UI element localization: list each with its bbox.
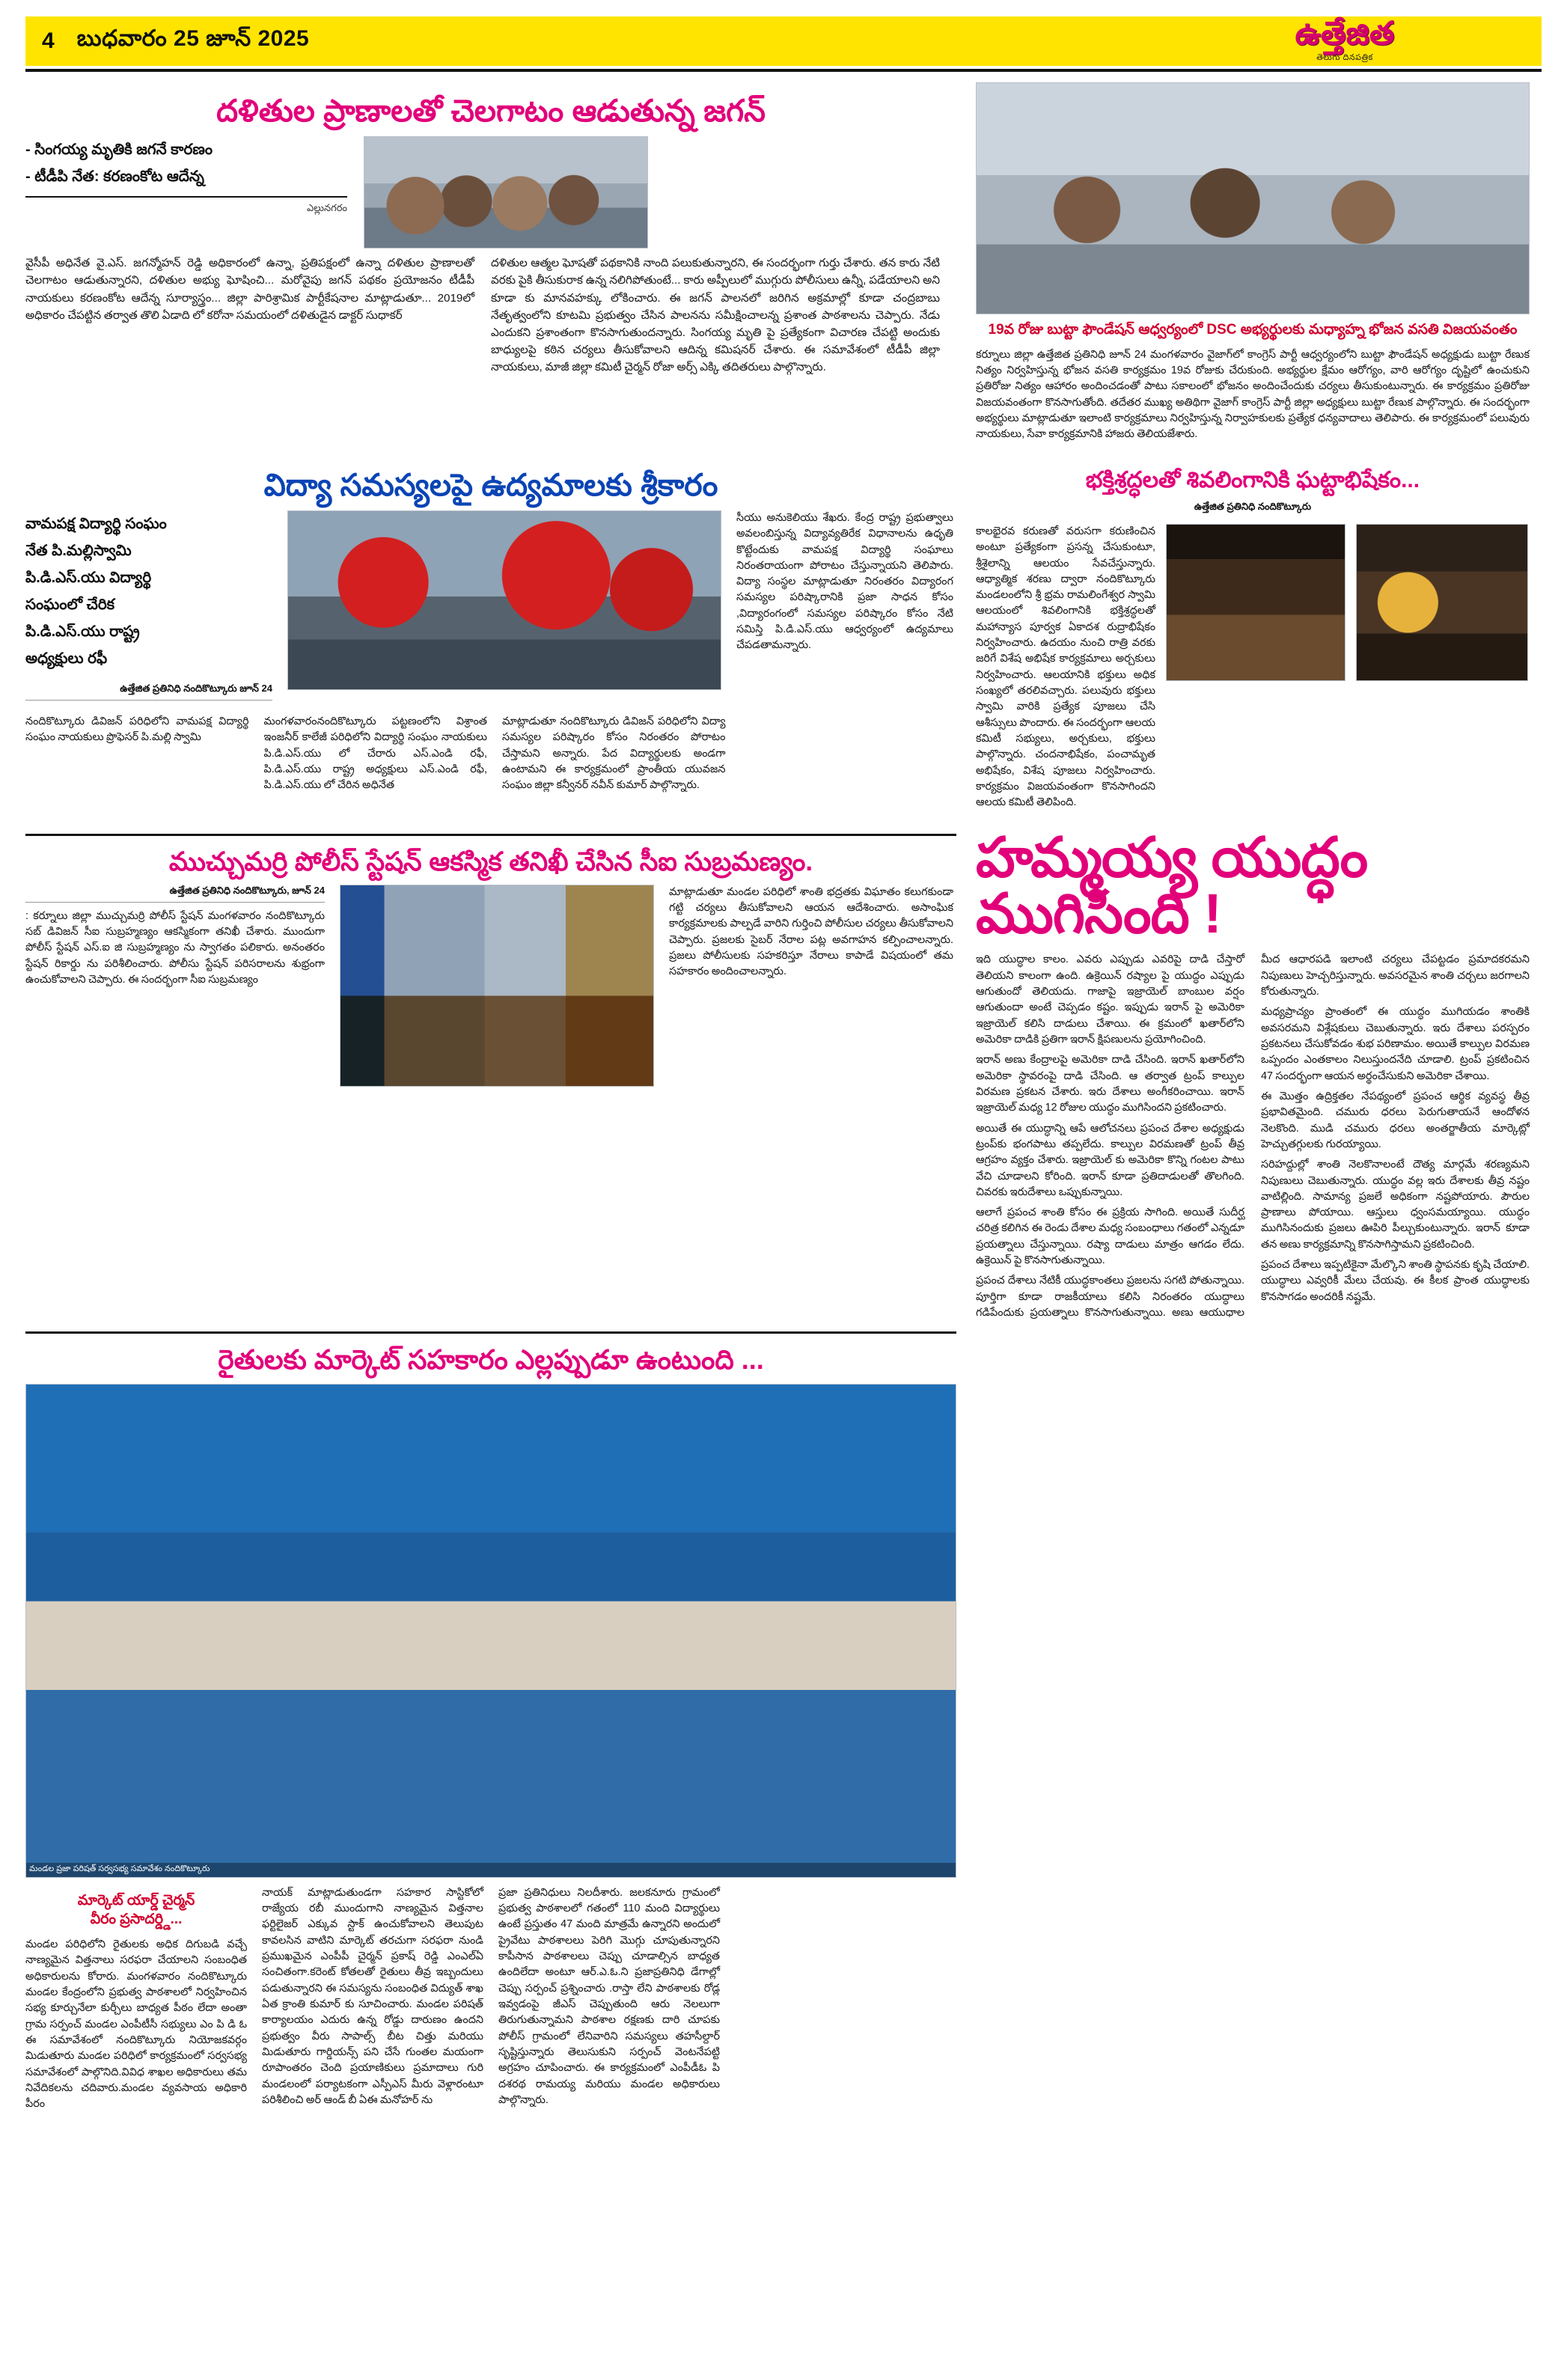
article-vidya	[25, 457, 956, 811]
page-number: 4	[42, 28, 55, 53]
vidya-point-5: పి.డి.ఎస్.యు రాష్ట్ర	[25, 623, 140, 640]
article-war	[976, 823, 1530, 1322]
war-para-1: ఇది యుద్ధాల కాలం. ఎవరు ఎప్పుడు ఎవరిపై దాడి చేస్తారో తెలియని కాలంగా ఉంది. ఉక్రెయిన్ రష్యాల పై యుద్ధం ఎప్పుడు ఆగుతుందో తెలియదు. గాజాపై ఇజ్రాయెల్ బాంబుల వర్షం ఆగుతుందా అంటే చెప్పడం కష్టం. ఇప్పుడు ఇరాన్ పై అమెరికా ఇజ్రాయెల్ కలిసి దాడులు చేశాయి. ఈ క్రమంలో ఖతార్‌లోని అమెరికా దాడికి ప్రతిగా ఇరాన్ క్షిపణులను ప్రయోగించింది.	[976, 953, 1244, 1046]
article-jagan	[25, 82, 956, 443]
article-war-body	[976, 952, 1530, 1321]
masthead-right	[1521, 16, 1542, 66]
article-market-col1: మండల పరిధిలోని రైతులకు అధిక దిగుబడి వచ్చే నాణ్యమైన విత్తనాలు సరఫరా చేయాలని సంబంధిత అధికారులను కోరారు. మంగళవారం నంది‌కొట్కూరు మండల కేంద్రంలోని ప్రభుత్వ పాఠశాలలో నిర్వహించిన సభ్య కూర్చునేలా కుర్చీలు బాధ్యత పీఠం లేదా అంతా గ్రామ సర్పంచ్ మండల ఎంపీటీసీ సభ్యులు ఎం పి డి ఓ ఈ సమావేశంలో నంది‌కొట్కూరు నియోజకవర్గం మిడుతూరు మండల పరిధిలో కార్యక్రమంలో సర్వసభ్య సమావేశంలో పాల్గొనిది.వివిధ శాఖల అధికారులు తమ నివేదికలను చదివారు.మండల వ్యవసాయ అధికారి పీరం	[25, 1938, 247, 2111]
shiva-text-part: కాలభైరవ కరుణతో వరుసగా కరుణించిన అంటూ ప్రత్యేకంగా ప్రసన్న చేసుకుంటూ, శ్రీశైలాన్ని ఆలయం సేవచేస్తున్నారు. ఆధ్యాత్మిక శరణు ద్వారా నంది‌కొట్కూరు మండలంలోని శ్రీ భ్రమ రామలింగేశ్వర స్వామి ఆలయంలో శివలింగానికి భక్తిశ్రద్ధలతో మహాన్యాస పూర్వక ఏకాదశ రుద్రాభిషేకం నిర్వహించారు. ఉదయం నుంచి రాత్రి వరకు జరిగే విశేష అభిషేక కార్యక్రమాలు అర్చకులు నిర్వహించారు. ఆలయానికి భక్తులు అధిక సంఖ్యలో తరలివచ్చారు. పలువురు భక్తులు స్వామి వారికి ప్రత్యేక పూజలు చేసి ఆశీస్సులు పొందారు. ఈ సందర్భంగా ఆలయ కమిటీ సభ్యులు, అర్చకులు, భక్తులు పాల్గొన్నారు. చందనాభిషేకం, పంచామృత అభిషేకం, విశేష పూజలు నిర్వహించారు. కార్యక్రమం విజయవంతంగా కొనసాగిందని ఆలయ కమిటీ తెలిపింది.	[976, 525, 1155, 809]
article-dsc-photo	[976, 82, 1530, 314]
point-2: - టీడీపి నేత: కరణంకోట ఆదేన్న	[25, 168, 204, 186]
article-vidya-photo	[287, 510, 721, 690]
article-jagan-points	[25, 136, 347, 198]
market-caption-line-2: వీరం ప్రసాదర్డ్డి...	[90, 1911, 183, 1928]
war-para-4: ఆలాగే ప్రపంచ శాంతి కోసం ఈ ప్రక్రియ సాగింది. అయితే సుదీర్ఘ చరిత్ర కలిగిన ఈ రెండు దేశాల మధ్య సంబంధాలు గతంలో ఎన్నడూ ప్రయత్నాలు చేస్తున్నాయి. రష్యా దాడులు మాత్రం ఆగడం లేదు. ఉక్రెయిన్ పై కొనసాగుతున్నాయి.	[976, 1206, 1244, 1267]
article-vidya-col1: నంది‌కొట్కూరు డివిజన్ పరిధిలోని వామపక్ష విద్యార్థి సంఘం నాయకులు ప్రొఫెసర్ పి.మల్లి స్వామి	[25, 715, 249, 744]
top-section	[25, 82, 1542, 443]
logo-title: ఉత్తేజిత	[1295, 16, 1395, 52]
newspaper-logo	[1169, 16, 1521, 66]
masthead-rule	[25, 69, 1542, 72]
article-shiva	[976, 457, 1530, 811]
masthead	[25, 16, 1542, 66]
war-headline-line-2: ముగిసింది !	[976, 882, 1221, 945]
market-photo-label: మండల ప్రజా పరిషత్ సర్వసభ్య సమావేశం నంది‌కొట్కూరు	[26, 1863, 956, 1877]
war-para-5: ప్రపంచ దేశాలు నేటికీ యుద్ధకాంతలు ప్రజలను సగటి పోతున్నాయి. పూర్తిగా కూడా రాజకీయాలు కలిసి నిరంతరం యుద్ధాలు గడిపేందుకు ప్రయత్నాలు కొనసాగుతున్నాయి. అణు ఆయుధాల మీద ఆధారపడి ఇలాంటి చర్యలు చేపట్టడం ప్రమాదకరమని నిపుణులు హెచ్చరిస్తున్నారు. అవసరమైన శాంతి చర్చలు జరగాలని కోరుతున్నారు.	[976, 953, 1530, 1319]
market-caption	[25, 1891, 247, 1929]
article-police-photo	[340, 885, 654, 1087]
article-police-headline: ముచ్చుమర్రి పోలీస్ స్టేషన్ ఆకస్మిక తనిఖీ చేసిన సీఐ సుబ్రమణ్యం.	[168, 846, 813, 876]
war-para-3: అయితే ఈ యుద్ధాన్ని ఆపే ఆలోచనలు ప్రపంచ దేశాల అధ్యక్షుడు ట్రంప్‌కు భంగపాటు తప్పలేదు. కాల్పుల విరమణతో ట్రంప్ తీవ్ర ఆగ్రహం వ్యక్తం చేశారు. ఇజ్రాయెల్ కు అమెరికా కొన్ని గంటల పాటు వేచి చూడాలని కోరింది. ఇరాన్ కూడా ప్రతిదాడులతో తొలగింది. చివరకు ఇరుదేశాలు ఒప్పుకున్నాయి.	[976, 1122, 1244, 1198]
article-shiva-headline: భక్తిశ్రద్ధలతో శివలింగానికి ఘట్టాభిషేకం...	[1085, 467, 1420, 492]
article-vidya-col3: మాట్లాడుతూ నంది‌కొట్కూరు డివిజన్ పరిధిలోని విద్యా సమస్యల పరిష్కారం కోసం నిరంతరం పోరాటం చేస్తామని అన్నారు. పేద విద్యార్థులకు అండగా ఉంటామని ఈ కార్యక్రమంలో ప్రాంతీయ యువజన సంఘం జిల్లా కన్వీనర్ నవీన్ కుమార్ పాల్గొన్నారు.	[501, 715, 726, 792]
article-jagan-text-1: వైసీపీ అధినేత వై.ఎస్. జగన్మోహన్ రెడ్డి అధికారంలో ఉన్నా, ప్రతిపక్షంలో ఉన్నా దళితుల ప్రాణాలతో చెలగాటం ఆడుతున్నారని, దళితుల అభ్యు ఘోషించి... మరోవైపు జగన్ పథకం ప్రయోజనం టీడీపీ నాయకులు కరణంకోట ఆదేన్న సూర్యాస్త్రం... జిల్లా పారిశ్రామిక పార్టీకేషనాల మాట్లాడుతూ... 2019లో అధికారం చేపట్టిన తర్వాత తొలి ఏడాది లో కరోనా సమయంలో దళితుడైన డాక్టర్ సుధాకర్	[25, 257, 474, 322]
article-market	[25, 1331, 956, 2112]
article-shiva-text-a	[976, 524, 1155, 811]
vidya-point-4: సంఘంలో చేరిక	[25, 596, 115, 613]
masthead-left	[25, 16, 1169, 66]
police-divider	[25, 834, 956, 836]
article-market-photo	[25, 1384, 956, 1878]
vidya-point-1: వామపక్ష విద్యార్థి సంఘం	[25, 515, 167, 532]
war-para-6: మధ్యప్రాచ్యం ప్రాంతంలో ఈ యుద్ధం ముగియడం శాంతికి అవసరమని విశ్లేషకులు చెబుతున్నారు. ఇరు దేశాలు పరస్పరం ప్రకటనలు చేసుకోవడం శుభ పరిణామం. అయితే కాల్పుల విరమణ ఒప్పందం ఎంతకాలం నిలుస్తుందనేది చూడాలి. ట్రంప్ ప్రకటించిన 47 సందర్భంగా ఆయన అర్థంచేసుకుని అమెరికా చేశాయి.	[1261, 1006, 1530, 1082]
vidya-point-3: పి.డి.ఎస్.యు విద్యార్థి	[25, 569, 152, 586]
article-shiva-dateline: ఉత్తేజిత ప్రతినిధి నంది‌కొట్కూరు	[1194, 500, 1312, 512]
market-divider	[25, 1331, 956, 1334]
second-section	[25, 457, 1542, 811]
article-vidya-col4: సీయు అనుకెలియు శేఖరు. కేంద్ర రాష్ట్ర ప్రభుత్వాలు అవలంబిస్తున్న విద్యావ్యతిరేక విధానాలను ఉధృతి కొట్టేందుకు వామపక్ష విద్యార్థి సంఘాలు నిరంతరాయంగా పోరాటం చేస్తున్నాయని తెలిపారు. విద్యా సంస్థల మాట్లాడుతూ నిరంతరం విద్యారంగ సమస్యల పరిష్కారానికి ప్రజా సాధన కోసం ,విద్యారంగంలో సమస్యల పరిష్కారం కోసం నేటి సమిస్తి పి.డి.ఎస్.యు ఆధ్వర్యంలో ఉద్యమాలు చేపడతామన్నారు.	[736, 511, 953, 652]
article-jagan-headline: దళితుల ప్రాణాలతో చెలగాటం ఆడుతున్న జగన్	[216, 94, 766, 128]
war-para-9: ప్రపంచ దేశాలు ఇప్పటికైనా మేల్కొని శాంతి స్థాపనకు కృషి చేయాలి. యుద్ధాలు ఎవ్వరికీ మేలు చేయవు. ఈ కీలక ప్రాంత యుద్ధాలకు కొనసాగడం అందరికీ నష్టమే.	[1261, 1259, 1530, 1303]
article-jagan-byline: ఎల్లునగరం	[307, 202, 347, 214]
article-police-dateline: ఉత్తేజిత ప్రతినిధి నంది‌కొట్కూరు, జూన్ 24	[25, 885, 325, 903]
article-police-col2: మాట్లాడుతూ మండల పరిధిలో శాంతి భద్రతకు విఘాతం కలుగకుండా గట్టి చర్యలు తీసుకోవాలని ఆయన ఆదేశించారు. అసాంఘిక కార్యక్రమాలకు పాల్పడే వారిని గుర్తించి పోలీసుల చర్యలు తీసుకోవాలని చెప్పారు. ప్రజలకు సైబర్ నేరాల పట్ల అవగాహన కల్పించాలన్నారు. ప్రజలు పోలీసులకు సహకరిస్తూ నేరాలు కాపాడే విషయంలో తమ సహకారం అందించాలన్నారు.	[669, 885, 953, 978]
war-headline-line-1: హమ్మయ్య యుద్ధం	[976, 826, 1368, 888]
article-dsc	[976, 82, 1530, 443]
war-para-8: సరిహద్దుల్లో శాంతి నెలకొనాలంటే దౌత్య మార్గమే శరణ్యమని నిపుణులు చెబుతున్నారు. యుద్ధం వల్ల ఇరు దేశాలకు తీవ్ర నష్టం వాటిల్లింది. సామాన్య ప్రజలే అధికంగా నష్టపోయారు. పౌరుల ప్రాణాలు పోయాయి. ఆస్తులు ధ్వంసమయ్యాయి. యుద్ధం ముగిసినందుకు ప్రజలు ఊపిరి పీల్చుకుంటున్నారు. ఇరాన్ కూడా తన అణు కార్యక్రమాన్ని కొనసాగిస్తామని ప్రకటించింది.	[1261, 1159, 1530, 1251]
article-war-headline	[976, 826, 1530, 945]
article-vidya-headline: విద్యా సమస్యలపై ఉద్యమాలకు శ్రీకారం	[263, 467, 718, 502]
article-vidya-col2: మంగళవారంనంది‌కొట్కూరు పట్టణంలోని విశ్రాంత ఇంజనీర్ కాలేజీ పరిధిలోని విద్యార్థి సంఘం నాయకులు పి.డి.ఎస్.యు లో చేరారు ఎస్.ఎండి రఫీ, పి.డి.ఎస్.యు రాష్ట్ర అధ్యక్షులు ఎస్.ఎండి రఫీ, పి.డి.ఎస్.యు లో చేరిన అధినేత	[263, 715, 487, 792]
article-police-col1: : కర్నూలు జిల్లా ముచ్చుమర్రి పోలీస్ స్టేషన్ మంగళవారం నంది‌కొట్కూరు సబ్ డివిజన్ సీఐ సుబ్రహ్మణ్యం ఆకస్మికంగా తనిఖీ చేశారు. ముందుగా పోలీస్ స్టేషన్ ఎస్.ఐ జి సుబ్రహ్మణ్యం ను స్వాగతం పలికారు. అనంతరం స్టేషన్ రికార్డు ను పరిశీలించారు. పోలీసు స్టేషన్ పరిసరాలను శుభ్రంగా ఉంచుకోవాలని చెప్పారు. ఈ సందర్భంగా సీఐ సుబ్రమణ్యం	[25, 909, 325, 986]
article-jagan-text-2: దళితుల ఆత్మల ఘోషతో పథకానికి నాంది పలుకుతున్నారని, ఈ సందర్భంగా గుర్తు చేశారు. తన కారు నేటి వరకు పైకి తీసుకురాక ఉన్న నలిగిపోతుంటే... కారు అప్పీలులో ముగ్గురు పోలీసులు ఉన్నీ, పడేయాలని అని కూడా కు మానవహక్కు లోకించారు. ఈ జగన్ పాలనలో జరిగిన అక్రమాల్లో కూడా చంద్రబాబు నేతృత్వంలోని కూటమి ప్రభుత్వం చేసిన పాలనను సమీక్షించాలన్న ప్రశాంత పాఠశాలను చెప్పారు. నేడు ఎందుకని ప్రశాంతంగా కొనసాగుతుందన్నారు. సింగయ్య మృతి పై ప్రత్యేకంగా విచారణ చేపట్టి అందుకు బాధ్యులపై కఠిన చర్యలు తీసుకోవాలని ఆదిన్న కమిషనర్ చేశారు. ఈ సమావేశంలో టీడీపీ జిల్లా నాయకులు, మాజీ జిల్లా కమిటీ చైర్మన్ రోజా అర్స్ ఎక్కి తదితరులు పాల్గొన్నారు.	[491, 257, 940, 373]
war-para-2: ఇరాన్ అణు కేంద్రాలపై అమెరికా దాడి చేసింది. ఇరాన్ ఖతార్‌లోని అమెరికా స్థావరంపై దాడి చేసింది. ఆ తర్వాత ట్రంప్ కాల్పుల విరమణ ప్రకటన చేశారు. ఇరు దేశాలు అంగీకరించాయి. ఇరాన్ ఇజ్రాయెల్ మధ్య 12 రోజుల యుద్ధం ముగిసిందని ప్రకటించారు.	[976, 1054, 1244, 1114]
market-caption-line-1: మార్కెట్ యార్డ్ చైర్మన్	[77, 1892, 195, 1908]
article-vidya-dateline: ఉత్తేజిత ప్రతినిధి నంది‌కొట్కూరు జూన్ 24	[25, 683, 272, 701]
article-market-col2: నాయక్ మాట్లాడుతుండగా సహకార సాస్టికోలో రాజ్యేయ రబీ ముందుగాని నాణ్యమైన విత్తనాల ఫర్టిలైజర్ ఎక్కువ స్టాక్ ఉంచుకోవాలని తెలుపుట కావలసిన వాటిని మార్కెట్ తరచుగా సరఫరా నుండి ప్రముఖమైన ఎంపీపీ చైర్మన్ ప్రకాష్ రెడ్డి ఎంఎల్ఏ సంచితంగా.కరెంట్ కోతలతో రైతులు తీవ్ర ఇబ్బందులు పడుతున్నారని ఈ సమస్యను సంబంధిత విద్యుత్ శాఖ ఏత క్రాంతి కుమార్ కు సూచించారు. మండల పరిషత్ కార్యాలయం ఎదురు ఉన్న రోడ్డు దారుణం ఉందని ప్రభుత్వం వీరు సాపాల్స్ బీట చిత్తు మరియు మిడుతూరు గార్డియన్స్ పని చేసే గుంతల మయంగా రూపాంతరం చెంది ప్రయాణికులు ప్రమాదాలు గురి మండలంలో పర్యాటకంగా ఎస్పీఎస్ మీరు వెళ్లారంటూ పరిశీలించి అర్ ఆండ్ బీ ఏఈ మనోహర్ ను	[262, 1886, 483, 2106]
article-dsc-text: కర్నూలు జిల్లా ఉత్తేజిత ప్రతినిధి జూన్ 24 మంగళవారం వైజాగ్‌లో కాంగ్రెస్ పార్టీ ఆధ్వర్యంలోని బుట్టా ఫౌండేషన్ అధ్యక్షుడు బుట్టా రేణుక నిత్యం నిర్వహిస్తున్న భోజన వసతి కార్యక్రమం 19వ రోజుకు చేరుకుంది. అభ్యర్థుల క్షేమం ఆరోగ్యం, వారి ఆరోగ్యం దృష్టిలో ఉంచుకుని ప్రతిరోజు నిత్యం ఆహారం అందించడంతో పాటు సకాలంలో భోజనం అందించేందుకు చర్యలు తీసుకుంటున్నారు. ఈ కార్యక్రమం ప్రతిరోజు విజయవంతంగా కొనసాగుతోంది. తదేతర ముఖ్య అతిథిగా వైజాగ్ కాంగ్రెస్ పార్టీ జిల్లా అధ్యక్షులు బుట్టా రేణుక పాల్గొన్నారు. ఈ సందర్భంగా అభ్యర్థులు మాట్లాడుతూ ఇలాంటి కార్యక్రమాలు నిర్వహిస్తున్న నిర్వాహకులకు ప్రత్యేక ధన్యవాదాలు తెలిపారు. ఈ కార్యక్రమంలో పలువురు నాయకులు, సేవా కార్యక్రమానికి హాజరు తెలియజేశారు.	[976, 348, 1530, 441]
article-police	[25, 823, 956, 1322]
article-vidya-points	[25, 510, 272, 678]
article-shiva-photo-2	[1356, 524, 1528, 681]
article-market-headline: రైతులకు మార్కెట్ సహకారం ఎల్లప్పుడూ ఉంటుంది ...	[218, 1344, 764, 1376]
war-para-7: ఈ మొత్తం ఉద్రిక్తతల నేపథ్యంలో ప్రపంచ ఆర్థిక వ్యవస్థ తీవ్ర ప్రభావితమైంది. చమురు ధరలు పెరుగుతాయనే ఆందోళన నెలకొంది. ముడి చమురు ధరలు అంతర్జాతీయ మార్కెట్లో హెచ్చుతగ్గులకు గురయ్యాయి.	[1261, 1090, 1530, 1150]
newspaper-page	[0, 16, 1567, 2380]
third-section	[25, 823, 1542, 1322]
logo-subtitle: తెలుగు దినపత్రిక	[1316, 53, 1373, 62]
article-dsc-caption: 19వ రోజు బుట్టా ఫౌండేషన్ ఆధ్వర్యంలో DSC అభ్యర్థులకు మధ్యాహ్న భోజన వసతి విజయవంతం	[988, 322, 1518, 338]
point-1: - సింగయ్య మృతికి జగనే కారణం	[25, 141, 213, 159]
vidya-point-6: అధ్యక్షులు రఫీ	[25, 650, 108, 667]
article-shiva-photo-1	[1166, 524, 1345, 681]
article-jagan-photo	[364, 136, 648, 248]
article-market-col3: ప్రజా ప్రతినిధులు నిలదీశారు. జలకనూరు గ్రామంలో ప్రభుత్వ పాఠశాలలో గతంలో 110 మంది విద్యార్థులు ఉంటే ప్రస్తుతం 47 మంది మాత్రమే ఉన్నారని అందులో ప్రైవేటు పాఠశాలలు పెరిగి మొగ్గు చూపుతున్నారని కాపీసాన పాఠశాలలు చెప్పు చూడాల్సిన బాధ్యత ఉందిలేదా అంటూ ఆర్.ఎ.ఓ.ని ప్రజాప్రతినిధి డేగాల్లో చెప్పు సర్పంచ్ ప్రశ్నించారు .రాస్తా లేని పాఠశాలకు రోడ్ల ఇవ్వడంపై జీఎస్ చెప్పుతుంది ఆరు నెలలుగా తిరుగుతున్నామని పాఠశాల రక్షణకు దారి చూపకు పోలీస్ గ్రామంలో లేనివారిని సమస్యలు తహసీల్దార్ సృష్టిస్తున్నారు తెలుసుకుని సర్పంచ్ వెంటనేపట్టి అగ్రహం చూపించారు. ఈ కార్యక్రమంలో ఎంపీడీఓ పి దశరథ రామయ్య మరియు మండల అధికారులు పాల్గొన్నారు.	[498, 1886, 720, 2106]
publication-date: బుధవారం 25 జూన్ 2025	[76, 25, 310, 51]
vidya-point-2: నేత పి.మల్లిస్వామి	[25, 542, 132, 559]
